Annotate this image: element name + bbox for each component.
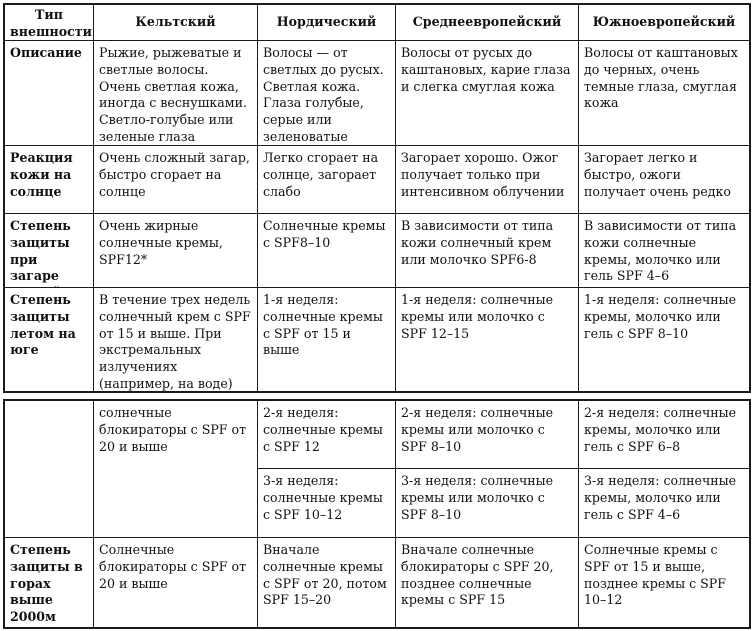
description-central: Волосы от русых до каштановых, карие глаза и слегка смуглая кожа [401,45,571,94]
description-nordic: Волосы — от светлых до русых. Светлая кожа. Глаза голубые, серые или зеленоватые [263,45,384,144]
header-celtic: Кельтский [135,14,216,29]
row-label-spring: Степень защиты при загаре [10,218,71,284]
row-label-mountains: Степень защиты в горах выше 2000м [10,542,83,625]
mountains-celtic: Солнечные блокираторы с SPF от 20 и выше [99,542,247,591]
table-border-bottom [3,627,751,629]
description-south: Волосы от каштановых до черных, очень темные глаза, смуглая кожа [584,45,738,111]
header-central-european: Среднеевропейский [412,14,562,29]
reaction-nordic: Легко сгорает на солнце, загорает слабо [263,150,379,199]
description-celtic: Рыжие, рыжеватые и светлые волосы. Очень светлая кожа, иногда с веснушками. Светло-голубые или зеленые глаза [99,45,247,144]
header-type-label: Тип внешности [10,7,92,39]
mountains-central: Вначале солнечные блокираторы с SPF 20, позднее солнечные кремы с SPF 15 [401,542,554,608]
spring-central: В зависимости от типа кожи солнечный крем или молочко SPF6-8 [401,218,554,267]
summer-celtic-continued: солнечные блокираторы с SPF от 20 и выше [99,405,247,454]
spring-nordic: Солнечные кремы с SPF8–10 [263,218,386,250]
table-border-bottom [3,391,751,393]
row-label-reaction: Реакция кожи на солнце [10,150,73,199]
summer-south-week1: 1-я неделя: солнечные кремы, молочко или гель с SPF 8–10 [584,292,737,341]
summer-nordic-week3: 3-я неделя: солнечные кремы с SPF 10–12 [263,473,383,522]
summer-central-week3: 3-я неделя: солнечные кремы или молочко с SPF 8–10 [401,473,554,522]
header-nordic: Нордический [276,14,377,29]
row-label-summer: Степень защиты летом на юге [10,292,76,358]
summer-central-week1: 1-я неделя: солнечные кремы или молочко с SPF 12–15 [401,292,554,341]
header-south-european: Южноевропейский [592,14,736,29]
table-border-right [749,399,751,629]
summer-central-week2: 2-я неделя: солнечные кремы или молочко с SPF 8–10 [401,405,554,454]
spring-south: В зависимости от типа кожи солнечные кремы, молочко или гель SPF 4–6 [584,218,737,284]
mountains-south: Солнечные кремы с SPF от 15 и выше, позднее кремы с SPF 10–12 [584,542,727,608]
summer-nordic-week1: 1-я неделя: солнечные кремы с SPF от 15 и выше [263,292,383,358]
reaction-celtic: Очень сложный загар, быстро сгорает на солнце [99,150,250,199]
reaction-south: Загорает легко и быстро, ожоги получает очень редко [584,150,731,199]
spring-celtic: Очень жирные солнечные кремы, SPF12* [99,218,223,267]
mountains-nordic: Вначале солнечные кремы с SPF от 20, потом SPF 15–20 [263,542,387,608]
reaction-central: Загорает хорошо. Ожог получает только при интенсивном облучении [401,150,565,199]
summer-celtic: В течение трех недель солнечный крем с SPF от 15 и выше. При экстремальных излучениях (например, на воде) [99,292,251,391]
summer-south-week2: 2-я неделя: солнечные кремы, молочко или гель с SPF 6–8 [584,405,737,454]
table-border-right [749,3,751,393]
row-label-description: Описание [10,45,82,60]
summer-south-week3: 3-я неделя: солнечные кремы, молочко или гель с SPF 4–6 [584,473,737,522]
summer-nordic-week2: 2-я неделя: солнечные кремы с SPF 12 [263,405,383,454]
